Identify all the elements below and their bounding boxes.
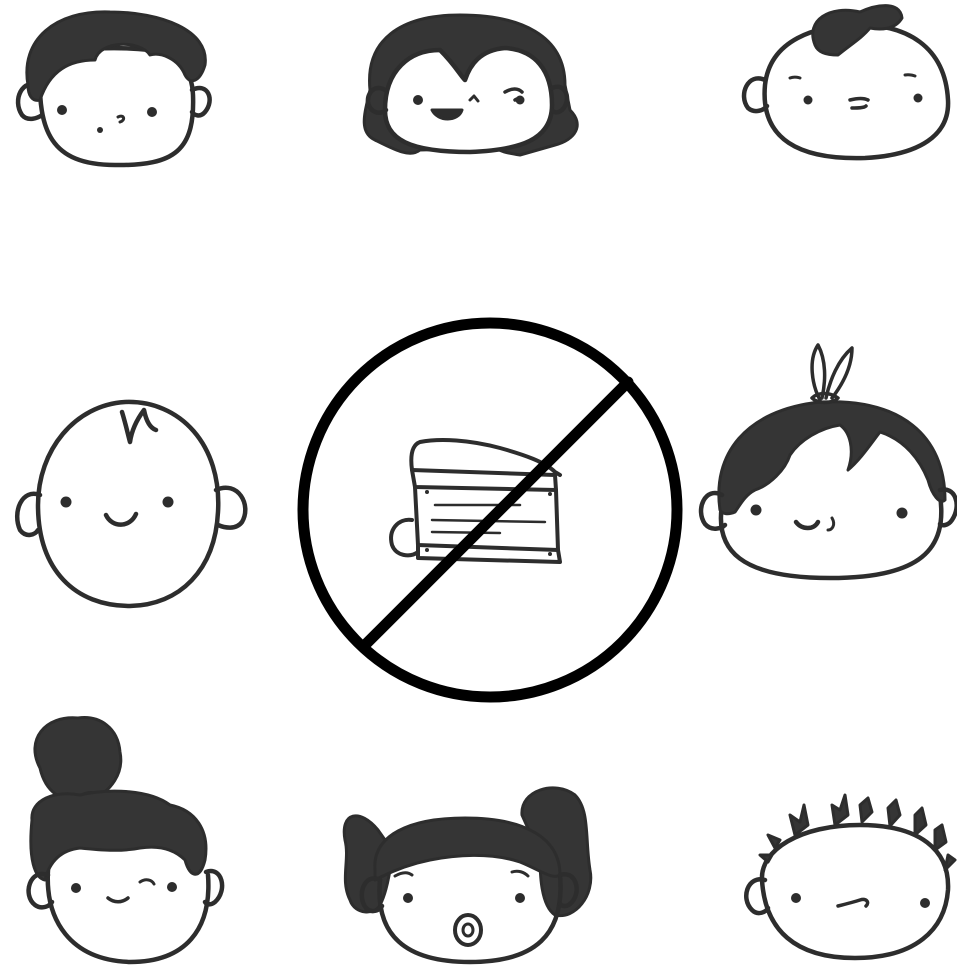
face-baby-spiky-crown xyxy=(746,795,955,958)
face-baby-tuft xyxy=(744,6,948,159)
prohibition-slash xyxy=(365,382,628,645)
face-girl-top-bun xyxy=(29,718,222,962)
face-girl-pigtails-surprised xyxy=(344,788,591,962)
prohibition-icon xyxy=(303,323,677,697)
pillow-icon xyxy=(391,440,560,562)
face-toddler-curly-bow xyxy=(701,345,957,578)
prohibition-sign xyxy=(303,323,677,697)
face-boy-side-part xyxy=(18,12,210,165)
face-baby-bald-smile xyxy=(17,402,245,606)
face-girl-bob-wink xyxy=(364,15,577,155)
